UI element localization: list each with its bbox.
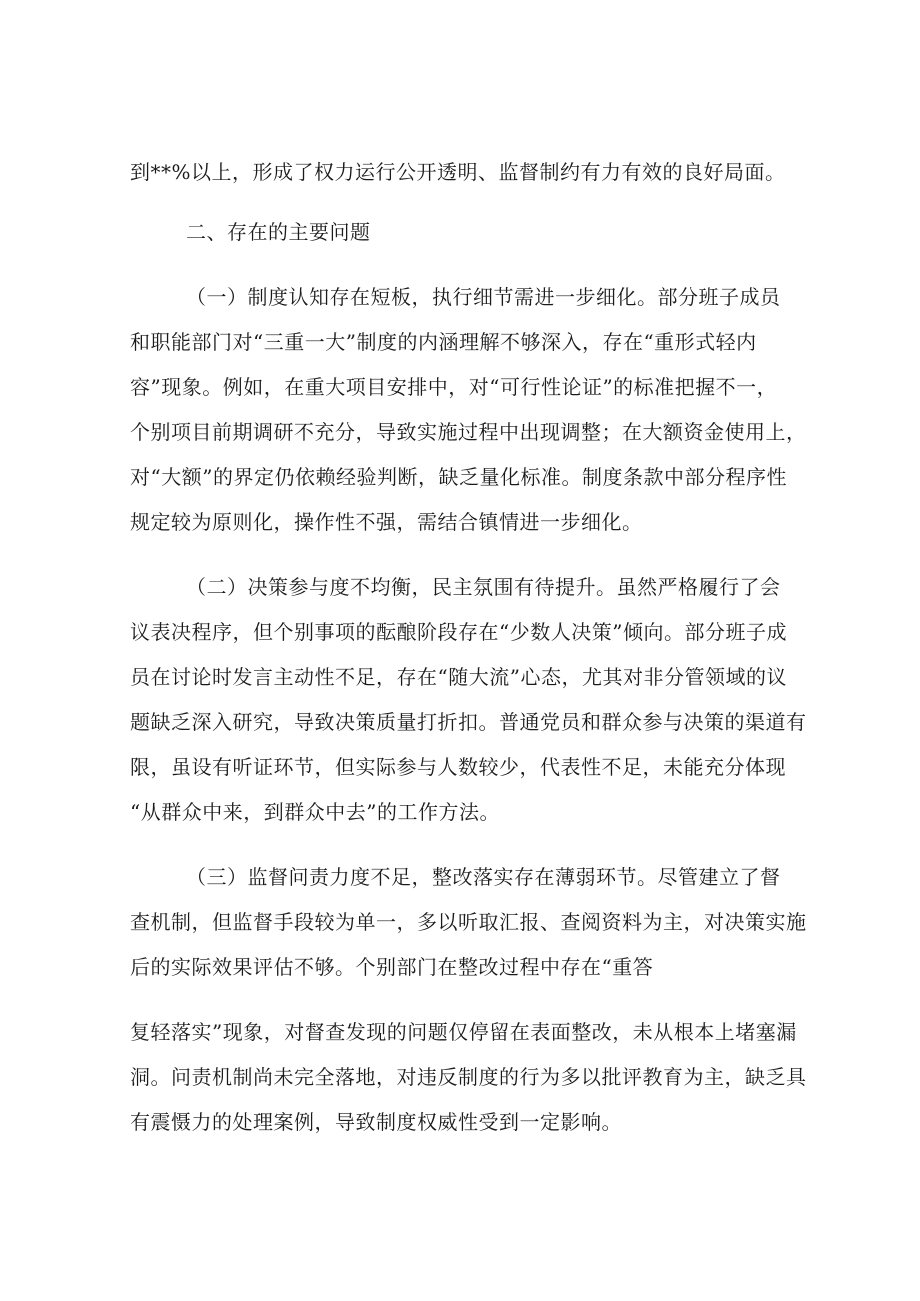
paragraph-1-line: 个别项目前期调研不充分，导致实施过程中出现调整；在大额资金使用上， <box>130 420 807 444</box>
paragraph-1-line: 容”现象。例如，在重大项目安排中，对“可行性论证”的标准把握不一， <box>130 375 778 399</box>
paragraph-2-line: （二）决策参与度不均衡，民主氛围有待提升。虽然严格履行了会 <box>186 575 781 599</box>
paragraph-2-line: 限，虽设有听证环节，但实际参与人数较少，代表性不足，未能充分体现 <box>130 755 786 779</box>
paragraph-1-line: 和职能部门对“三重一大”制度的内涵理解不够深入，存在“重形式轻内 <box>130 330 757 354</box>
paragraph-2-line: 题缺乏深入研究，导致决策质量打折扣。普通党员和群众参与决策的渠道有 <box>130 710 807 734</box>
text-line: 到**%以上，形成了权力运行公开透明、监督制约有力有效的良好局面。 <box>130 160 786 184</box>
paragraph-3-line: 查机制，但监督手段较为单一，多以听取汇报、查阅资料为主，对决策实施 <box>130 910 807 934</box>
paragraph-3-line: 后的实际效果评估不够。个别部门在整改过程中存在“重答 <box>130 955 654 979</box>
paragraph-1-line: 对“大额”的界定仍依赖经验判断，缺乏量化标准。制度条款中部分程序性 <box>130 465 787 489</box>
paragraph-2-line: 员在讨论时发言主动性不足，存在“随大流”心态，尤其对非分管领域的议 <box>130 665 787 689</box>
paragraph-3-line: 洞。问责机制尚未完全落地，对违反制度的行为多以批评教育为主，缺乏具 <box>130 1065 807 1089</box>
paragraph-3-line: 有震慑力的处理案例，导致制度权威性受到一定影响。 <box>130 1110 622 1134</box>
paragraph-2-line: “从群众中来，到群众中去”的工作方法。 <box>130 800 500 824</box>
section-heading: 二、存在的主要问题 <box>186 220 371 244</box>
paragraph-1-line: （一）制度认知存在短板，执行细节需进一步细化。部分班子成员 <box>186 285 781 309</box>
paragraph-3-line: 复轻落实”现象，对督查发现的问题仅停留在表面整改，未从根本上堵塞漏 <box>130 1020 797 1044</box>
paragraph-1-line: 规定较为原则化，操作性不强，需结合镇情进一步细化。 <box>130 510 643 534</box>
paragraph-2-line: 议表决程序，但个别事项的酝酿阶段存在“少数人决策”倾向。部分班子成 <box>130 620 787 644</box>
paragraph-3-line: （三）监督问责力度不足，整改落实存在薄弱环节。尽管建立了督 <box>186 865 781 889</box>
